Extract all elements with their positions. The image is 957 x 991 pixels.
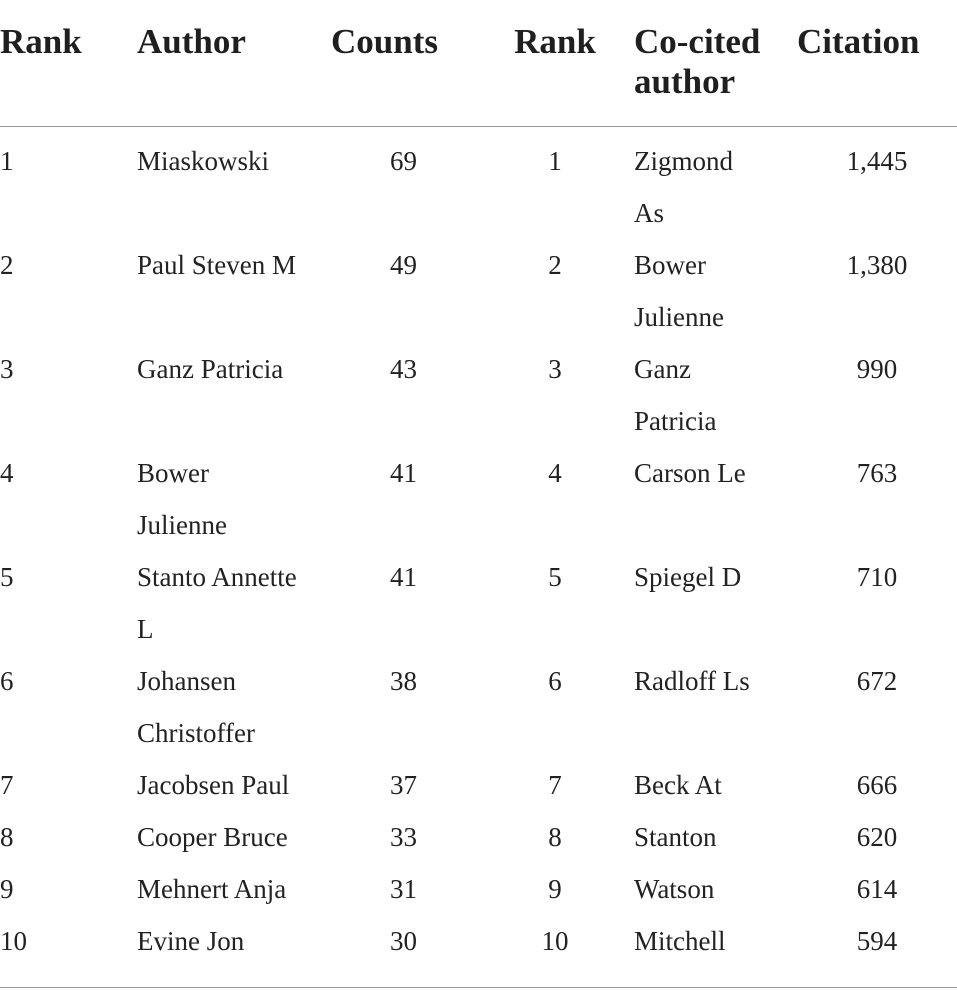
table-row: [0, 239, 957, 343]
cell-rank: 3: [0, 354, 14, 384]
cell-counts: 33: [390, 822, 417, 852]
table-row: [0, 655, 957, 759]
cell-author: Evine Jon: [137, 915, 331, 988]
table-header: [0, 0, 957, 127]
cell-citation: 594: [797, 915, 957, 988]
table-row: [0, 343, 957, 447]
cell-counts: 38: [390, 666, 417, 696]
cell-rank-cocited: 4: [548, 458, 562, 488]
cell-citation: 672: [856, 666, 898, 696]
cell-author: Paul Steven M: [137, 250, 296, 280]
header-counts: Counts: [331, 0, 476, 127]
cell-rank-cocited: 2: [548, 250, 562, 280]
cell-author: Jacobsen Paul: [137, 770, 290, 800]
table-row: [0, 863, 957, 915]
cell-counts: 30: [331, 915, 476, 988]
header-citation: Citation: [797, 0, 957, 127]
cell-counts: 31: [390, 874, 417, 904]
cell-cocited-author: Ganz Patricia: [634, 354, 717, 436]
header-rank: Rank: [0, 0, 137, 127]
header-author: Author: [137, 0, 331, 127]
cell-citation: 620: [856, 822, 898, 852]
table-row: [0, 915, 957, 988]
cell-cocited-author: Zigmond As: [634, 146, 733, 228]
header-rank-cocited: Rank: [476, 0, 634, 127]
cell-citation: 710: [856, 562, 898, 592]
cell-author: Mehnert Anja: [137, 874, 287, 904]
table-row: [0, 811, 957, 863]
cell-citation: 990: [856, 354, 898, 384]
table-row: [0, 447, 957, 551]
cell-cocited-author: Radloff Ls: [634, 666, 750, 696]
cell-rank: 7: [0, 770, 14, 800]
cell-rank: 2: [0, 250, 14, 280]
cell-rank-cocited: 7: [548, 770, 562, 800]
cell-citation: 614: [856, 874, 898, 904]
cell-rank: 5: [0, 562, 14, 592]
cell-rank: 8: [0, 822, 14, 852]
cell-rank-cocited: 10: [476, 915, 634, 988]
cell-author: Stanto Annette L: [137, 562, 297, 644]
cell-rank-cocited: 9: [548, 874, 562, 904]
cell-author: Ganz Patricia: [137, 354, 284, 384]
cell-counts: 41: [390, 562, 417, 592]
cell-counts: 49: [390, 250, 417, 280]
cell-counts: 69: [390, 146, 417, 176]
table-row: [0, 759, 957, 811]
cell-cocited-author: Stanton: [634, 822, 717, 852]
cell-cocited-author: Mitchell: [634, 915, 797, 988]
cell-author: Bower Julienne: [137, 458, 227, 540]
cell-cocited-author: Bower Julienne: [634, 250, 724, 332]
cell-rank-cocited: 3: [548, 354, 562, 384]
cell-author: Johansen Christoffer: [137, 666, 255, 748]
cell-rank: 4: [0, 458, 14, 488]
header-row: [0, 0, 957, 127]
cell-citation: 1,380: [846, 250, 908, 280]
cell-rank: 6: [0, 666, 14, 696]
table-body: [0, 127, 957, 988]
cell-counts: 41: [390, 458, 417, 488]
cell-cocited-author: Beck At: [634, 770, 722, 800]
cell-rank-cocited: 5: [548, 562, 562, 592]
cell-rank-cocited: 8: [548, 822, 562, 852]
cell-rank-cocited: 1: [548, 146, 562, 176]
cell-cocited-author: Spiegel D: [634, 562, 742, 592]
cell-citation: 763: [856, 458, 898, 488]
cell-rank-cocited: 6: [548, 666, 562, 696]
cell-counts: 37: [390, 770, 417, 800]
cell-cocited-author: Watson: [634, 874, 715, 904]
table-row: [0, 551, 957, 655]
cell-author: Cooper Bruce: [137, 822, 288, 852]
table-row: [0, 127, 957, 240]
cell-author: Miaskowski: [137, 146, 270, 176]
cell-cocited-author: Carson Le: [634, 458, 746, 488]
cell-citation: 1,445: [846, 146, 908, 176]
cell-citation: 666: [856, 770, 898, 800]
header-cocited-author: Co-cited author: [634, 0, 797, 127]
cell-rank: 10: [0, 915, 137, 988]
cell-rank: 9: [0, 874, 14, 904]
cell-counts: 43: [390, 354, 417, 384]
cell-rank: 1: [0, 146, 14, 176]
